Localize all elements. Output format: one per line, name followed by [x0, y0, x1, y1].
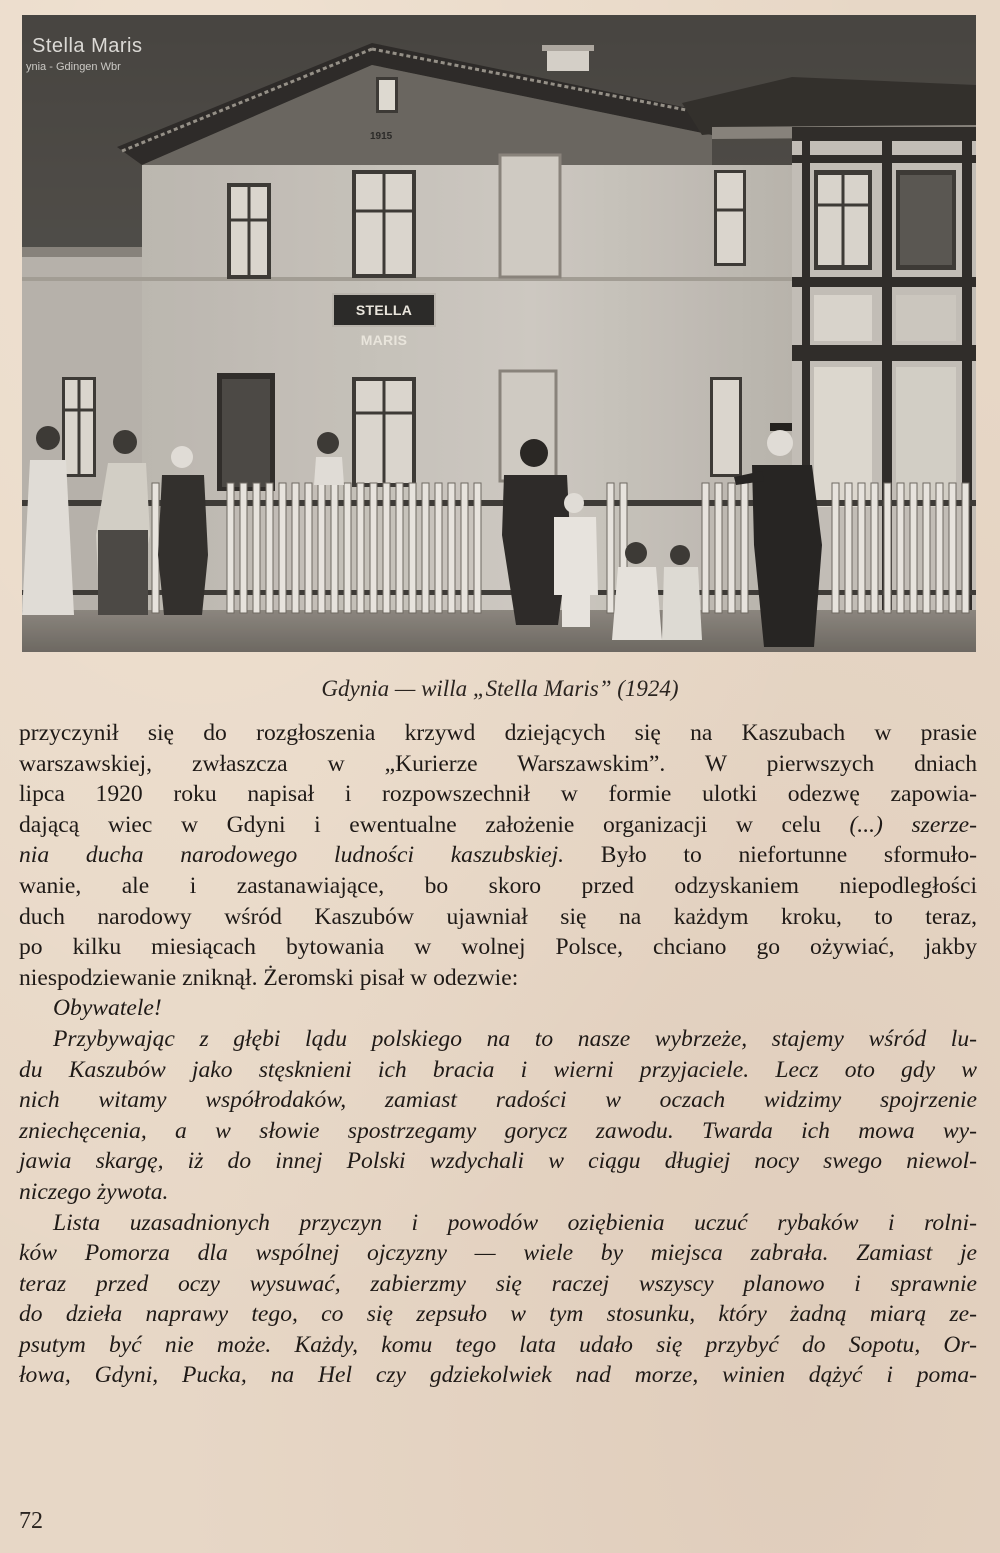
- historical-photo: [22, 15, 976, 652]
- quote-line: do dzieła naprawy tego, co się zepsuło w tym stosunku, który żadną miarą ze-: [19, 1301, 977, 1328]
- photo-caption: Gdynia — willa „Stella Maris” (1924): [321, 676, 679, 701]
- text-line: przyczynił się do rozgłoszenia krzywd dziejących się na Kaszubach w prasie: [19, 720, 977, 746]
- postcard-subtitle: ynia - Gdingen Wbr: [26, 61, 121, 73]
- text-line: po kilku miesiącach bytowania w wolnej Polsce, chciano go ożywiać, jakby: [19, 934, 977, 961]
- quote-line: du Kaszubów jako stęsknieni ich bracia i wierni przyjaciele. Lecz oto gdy w: [19, 1056, 977, 1083]
- quote-line: teraz przed oczy wysuwać, zabierzmy się raczej wszyscy planowo i sprawnie: [19, 1270, 977, 1297]
- text-line: warszawskiej, zwłaszcza w „Kurierze Warszawskim”. W pierwszych dniach: [19, 750, 977, 777]
- text-line: lipca 1920 roku napisał i rozpowszechnił w formie ulotki odezwę zapowia-: [19, 781, 977, 808]
- text-line: dającą wiec w Gdyni i ewentualne założenie organizacji w celu (...) szerze-: [19, 811, 977, 838]
- quote-line: jawia skargę, iż do innej Polski wzdychali w ciągu długiej nocy swego niewol-: [19, 1148, 977, 1175]
- quote-line: niczego żywota.: [19, 1178, 169, 1205]
- quote-line: Lista uzasadnionych przyczyn i powodów oziębienia uczuć rybaków i rolni-: [53, 1209, 977, 1236]
- quote-line: ków Pomorza dla wspólnej ojczyzny — wiele by miejsca zabrała. Zamiast je: [19, 1240, 977, 1267]
- page-number: 72: [19, 1508, 43, 1534]
- body-text: [19, 718, 977, 1391]
- quote-line: łowa, Gdyni, Pucka, na Hel czy gdziekolwiek nad morze, winien dążyć i poma-: [19, 1362, 977, 1389]
- quote-line: psutym być nie może. Każdy, komu tego lata udało się przybyć do Sopotu, Or-: [19, 1331, 977, 1358]
- quote-line: zniechęcenia, a w słowie spostrzegamy gorycz zawodu. Twarda ich mowa wy-: [19, 1117, 977, 1144]
- text-line: wanie, ale i zastanawiające, bo skoro przed odzyskaniem niepodległości: [19, 872, 977, 899]
- text-line: nia ducha narodowego ludności kaszubskiej. Było to niefortunne sformuło-: [19, 842, 977, 869]
- text-line: niespodziewanie zniknął. Żeromski pisał w odezwie:: [19, 964, 519, 991]
- postcard-title: Stella Maris: [32, 35, 143, 57]
- villa-sign: STELLA MARIS: [332, 293, 436, 327]
- quote-line: Przybywając z głębi lądu polskiego na to nasze wybrzeże, stajemy wśród lu-: [53, 1025, 977, 1052]
- text-line: duch narodowy wśród Kaszubów ujawniał się na każdym kroku, to teraz,: [19, 903, 977, 930]
- quote-line: nich witamy współrodaków, zamiast radości w oczach widzimy spojrzenie: [19, 1087, 977, 1114]
- villa-photo-illustration: [22, 15, 976, 652]
- quote-salutation: Obywatele!: [53, 995, 162, 1022]
- house-number-plaque: 1915: [370, 131, 393, 142]
